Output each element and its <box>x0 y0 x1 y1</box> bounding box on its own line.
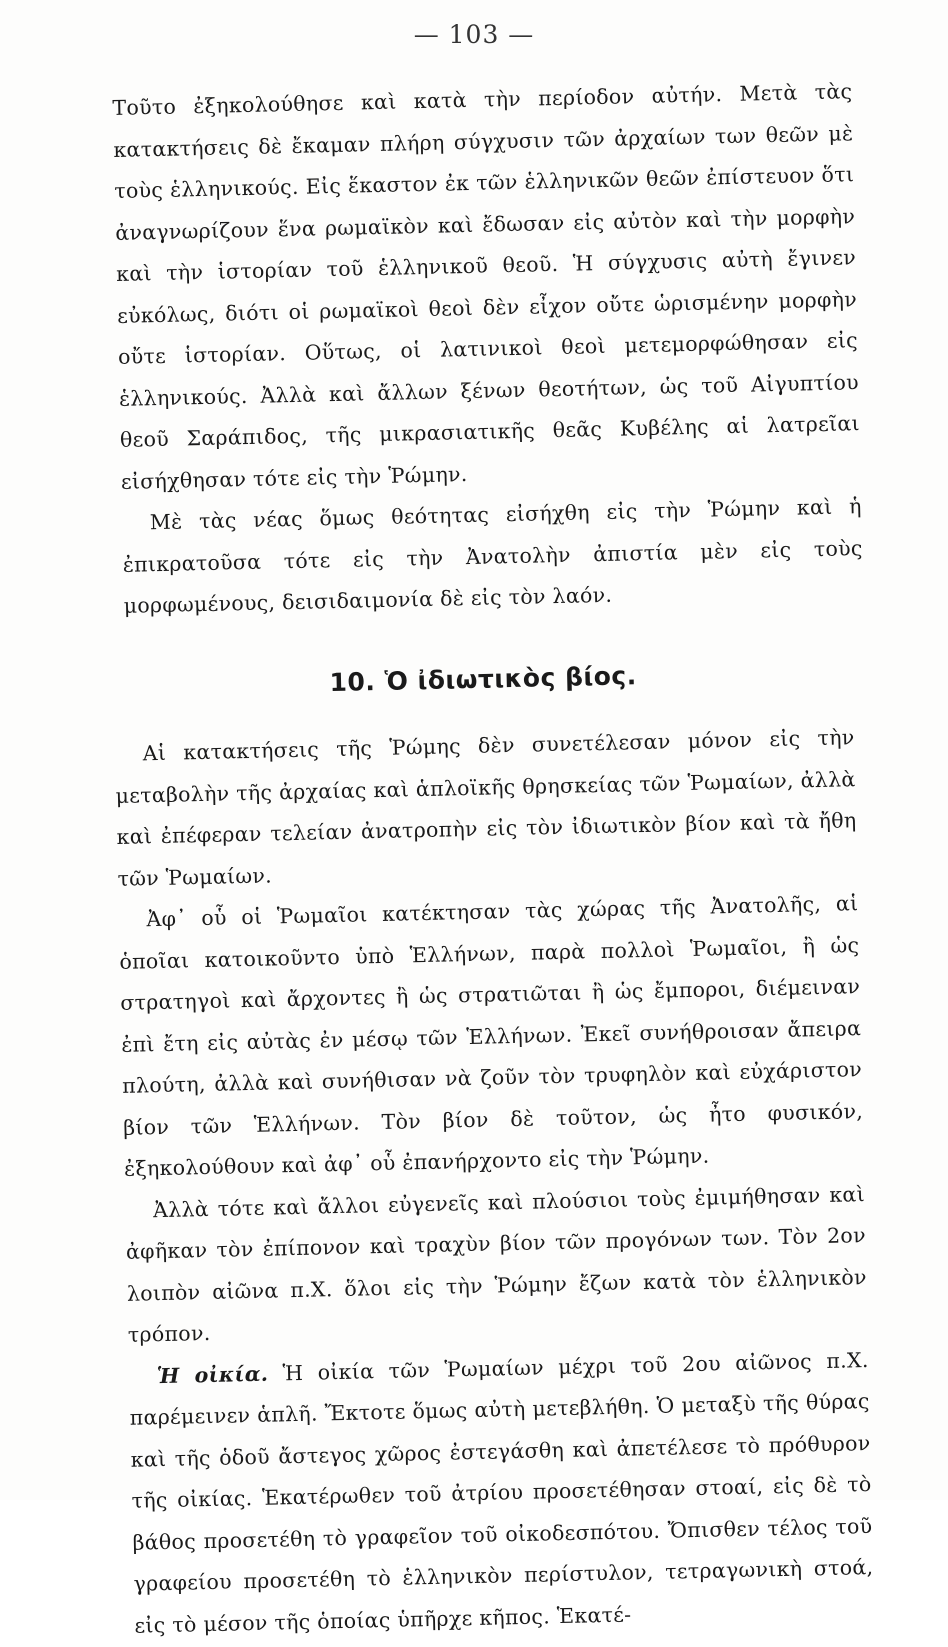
paragraph-new-deities: Μὲ τὰς νέας ὅμως θεότητας εἰσήχθη εἰς τὴν Ῥώμην καὶ ἡ ἐπικρατοῦσα τότε εἰς τὴν Ἀνατολὴν ἀπιστία μὲν εἰς τοὺς μορφωμένους, δεισιδαιμονία δὲ εἰς τὸν λαόν. <box>122 494 863 618</box>
paragraph-imitation: Ἀλλὰ τότε καὶ ἄλλοι εὐγενεῖς καὶ πλούσιοι τοὺς ἐμιμήθησαν καὶ ἀφῆκαν τὸν ἐπίπονον καὶ τραχὺν βίον τῶν προγόνων των. Τὸν 2ον λοιπὸν αἰῶνα π.Χ. ὅλοι εἰς τὴν Ῥώμην ἔζων κατὰ τὸν ἑλληνικὸν τρόπον. <box>125 1181 868 1347</box>
paragraph-romans-in-east: Ἀφ᾽ οὗ οἱ Ῥωμαῖοι κατέκτησαν τὰς χώρας τῆς Ἀνατολῆς, αἱ ὁποῖαι κατοικοῦντο ὑπὸ Ἑλλήνων, παρὰ πολλοὶ Ῥωμαῖοι, ἢ ὡς στρατηγοὶ καὶ ἄρχοντες ἢ ὡς στρατιῶται ἢ ὡς ἔμποροι, διέμειναν ἐπὶ ἔτη εἰς αὐτὰς ἐν μέσῳ τῶν Ἑλλήνων. Ἐκεῖ συνήθροισαν ἄπειρα πλούτη, ἀλλὰ καὶ συνήθισαν νὰ ζοῦν τὸν τρυφηλὸν καὶ εὐχάριστον βίον τῶν Ἑλλήνων. Τὸν βίον δὲ τοῦτον, ὡς ἦτο φυσικόν, ἐξηκολούθουν καὶ ἀφ᾽ οὗ ἐπανήρχοντο εἰς τὴν Ῥώμην. <box>119 891 864 1181</box>
paragraph-house <box>128 1340 874 1647</box>
text-block-top <box>112 71 864 627</box>
paragraph-conquests: Αἱ κατακτήσεις τῆς Ῥώμης δὲν συνετέλεσαν μόνον εἰς τὴν μεταβολὴν τῆς ἀρχαίας καὶ ἁπλοϊκῆς θρησκείας τῶν Ῥωμαίων, ἀλλὰ καὶ ἐπέφεραν τελείαν ἀνατροπὴν εἰς τὸν ἰδιωτικὸν βίον καὶ τὰ ἤθη τῶν Ῥωμαίων. <box>115 725 857 891</box>
section-heading: 10. Ὁ ἰδιωτικὸς βίος. <box>329 661 637 698</box>
house-lead-title: Ἡ οἰκία. <box>156 1361 269 1388</box>
house-text: Ἡ οἰκία τῶν Ῥωμαίων μέχρι τοῦ 2ου αἰῶνος π.Χ. παρέμεινεν ἁπλῆ. Ἔκτοτε ὅμως αὐτὴ μετεβλήθη. Ὁ μεταξὺ τῆς θύρας καὶ τῆς ὁδοῦ ἄστεγος χῶρος ἐστεγάσθη καὶ ἀπετέλεσε τὸ πρόθυρον τῆς οἰκίας. Ἑκατέρωθεν τοῦ ἀτρίου προσετέθησαν στοαί, εἰς δὲ τὸ βάθος προσετέθη τὸ γραφεῖον τοῦ οἰκοδεσπότου. Ὄπισθεν τέλος τοῦ γραφείου προσετέθη τὸ ἑλληνικὸν περίστυλον, τετραγωνικὴ στοά, εἰς τὸ μέσον τῆς ὁποίας ὑπῆρχε κῆπος. Ἑκατέ- <box>129 1347 874 1638</box>
text-block-bottom <box>112 618 875 1647</box>
page-number: — 103 — <box>413 20 535 49</box>
paragraph-religion-syncretism: Τοῦτο ἐξηκολούθησε καὶ κατὰ τὴν περίοδον αὐτήν. Μετὰ τὰς κατακτήσεις δὲ ἔκαμαν πλήρη σύγχυσιν τῶν ἀρχαίων των θεῶν μὲ τοὺς ἑλληνικούς. Εἰς ἕκαστον ἐκ τῶν ἑλληνικῶν θεῶν ἐπίστευον ὅτι ἀναγνωρίζουν ἕνα ρωμαϊκὸν καὶ ἔδωσαν εἰς αὐτὸν καὶ τὴν μορφὴν καὶ τὴν ἱστορίαν τοῦ ἑλληνικοῦ θεοῦ. Ἡ σύγχυσις αὐτὴ ἔγινεν εὐκόλως, διότι οἱ ρωμαϊκοὶ θεοὶ δὲν εἶχον οὔτε ὡρισμένην μορφὴν οὔτε ἱστορίαν. Οὕτως, οἱ λατινικοὶ θεοὶ μετεμορφώθησαν εἰς ἑλληνικούς. Ἀλλὰ καὶ ἄλλων ξένων θεοτήτων, ὡς τοῦ Αἰγυπτίου θεοῦ Σαράπιδος, τῆς μικρασιατικῆς θεᾶς Κυβέλης αἱ λατρεῖαι εἰσήχθησαν τότε εἰς τὴν Ῥώμην. <box>112 79 861 494</box>
